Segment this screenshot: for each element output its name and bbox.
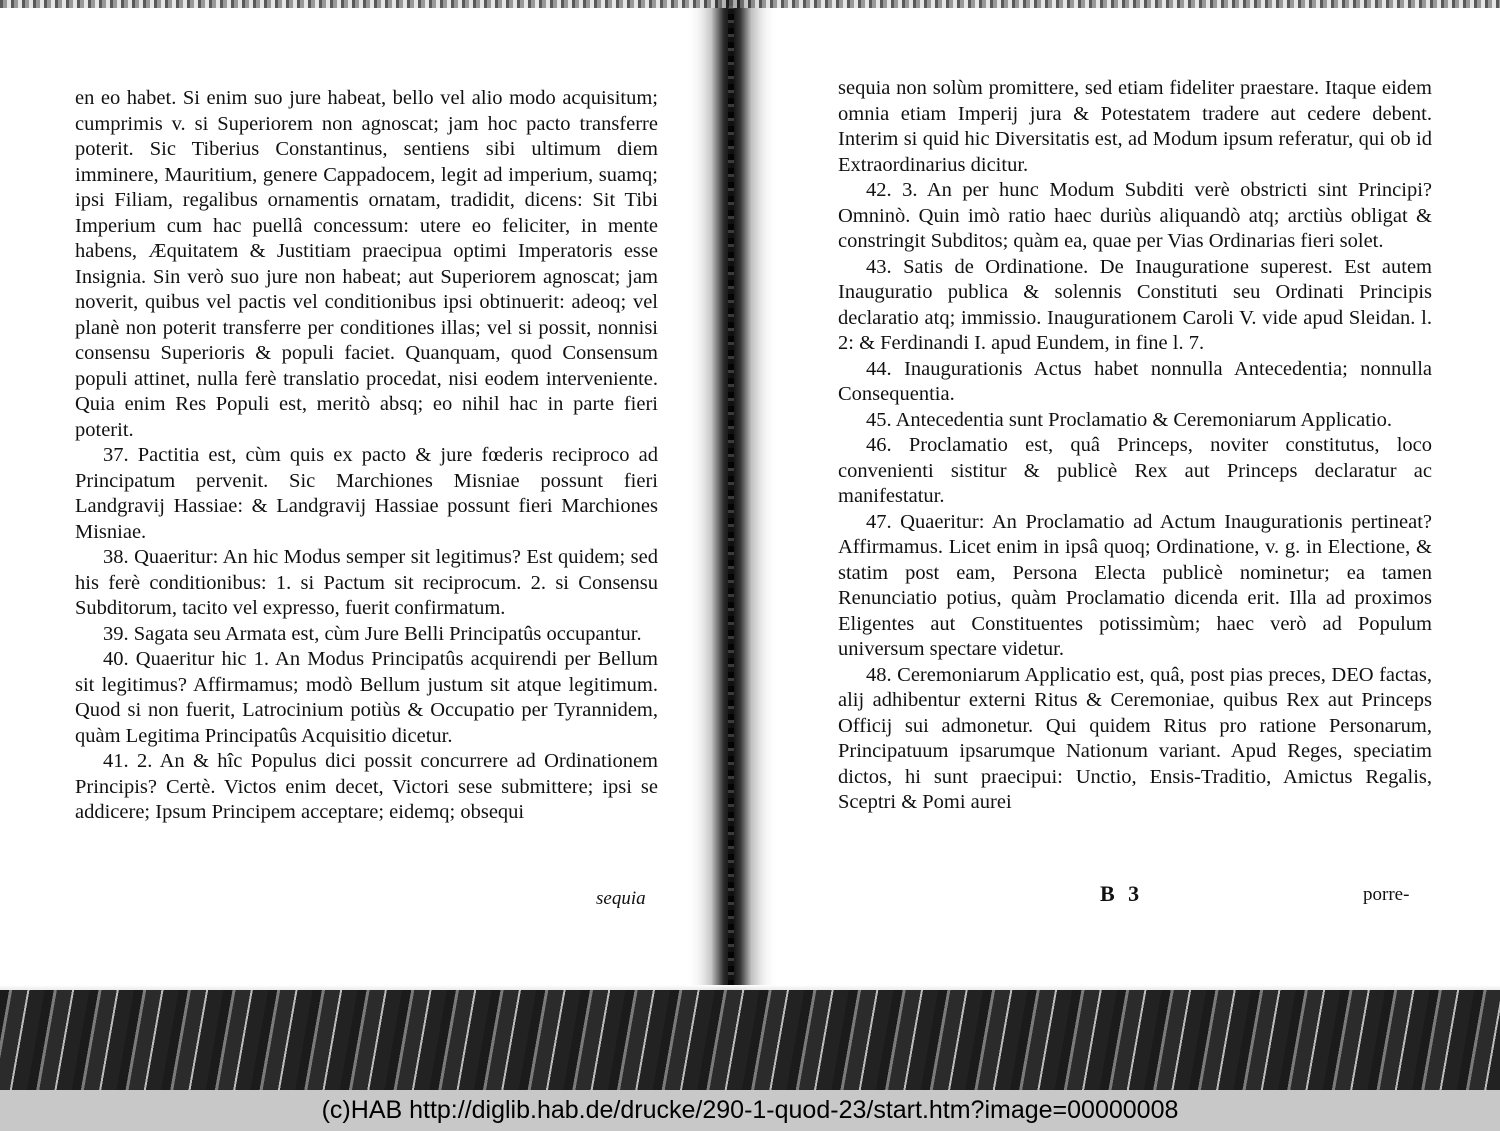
left-paragraph: 39. Sagata seu Armata est, cùm Jure Belli Principatûs occupantur.	[103, 622, 642, 645]
left-paragraph: en eo habet. Si enim suo jure habeat, bello vel alio modo acquisitum; cumprimis v. si Superiorem non agnoscat; jam hoc pacto transferre poterit. Sic Tiberius Constantinus, sentiens sibi ultimum diem imminere, Mauritium, genere Cappadocem, legit ad imperium, suamq; ipsi Filiam, regalibus ornamentis ornatam, tradidit, dicens: Sit Tibi Imperium cum hac puellâ concessum: utere eo feliciter, in mente habens, Æquitatem & Justitiam praecipua optimi Imperatoris esse Insignia. Sin verò suo jure non habeat; aut Superiorem agnoscat; jam noverit, quibus vel pactis vel conditionibus ipsi obtinuerit: adeoq; vel planè non poterit transferre per conditiones illas; vel si possit, nonnisi consensu Superioris & populi faciet. Quanquam, quod Consensum populi attinet, nulla ferè translatio procedat, nisi eodem interveniente. Quia enim Res Populi est, meritò absq; eo nihil hac in parte fieri poterit.	[75, 87, 658, 441]
right-paragraph: sequia non solùm promittere, sed etiam fideliter praestare. Itaque eidem omnia etiam Imperij jura & Potestatem tradere aut cedere debent. Interim si quid hic Diversitatis est, ad Modum ipsum referatur, qui ob id Extraordinarius dicitur.	[838, 77, 1432, 176]
right-catchword: porre-	[1363, 884, 1410, 905]
left-paragraph: 41. 2. An & hîc Populus dici possit concurrere ad Ordinationem Principis? Certè. Victos enim decet, Victori sese submittere; ipsi se addicere; Ipsum Principem acceptare; eidemq; obsequi	[75, 750, 658, 823]
scanner-bed	[0, 990, 1500, 1090]
right-paragraph: 47. Quaeritur: An Proclamatio ad Actum Inaugurationis pertineat? Affirmamus. Licet enim in ipsâ quoq; Ordinatione, v. g. in Electione, & statim post eam, Persona Electa publicè nominetur; ea tamen Renunciatio potius, quàm Proclamatio dicenda erit. Illa ad proximos Eligentes aut Constituentes potissimùm; haec verò ad Populum universum spectare videtur.	[838, 510, 1432, 660]
right-page-text	[838, 76, 1432, 816]
right-paragraph: 43. Satis de Ordinatione. De Inauguratione superest. Est autem Inauguratio publica & solennis Constituti seu Ordinati Principis declaratio atq; immissio. Inaugurationem Caroli V. vide apud Sleidan. l. 2: & Ferdinandi I. apud Eundem, in fine l. 7.	[838, 255, 1432, 354]
right-paragraph: 44. Inaugurationis Actus habet nonnulla Antecedentia; nonnulla Consequentia.	[838, 357, 1432, 405]
right-paragraph: 45. Antecedentia sunt Proclamatio & Ceremoniarum Applicatio.	[866, 408, 1393, 431]
left-page-text	[75, 86, 658, 826]
signature-mark: B 3	[1100, 881, 1144, 906]
right-paragraph: 46. Proclamatio est, quâ Princeps, noviter constitutus, loco convenienti sistitur & publicè Rex aut Princeps declaratur ac manifestatur.	[838, 434, 1432, 507]
right-paragraph: 42. 3. An per hunc Modum Subditi verè obstricti sint Principi? Omninò. Quin imò ratio haec duriùs aliquandò atq; arctiùs obligat & constringit Subditos; quàm ea, quae per Vias Ordinarias fieri solet.	[838, 179, 1432, 252]
left-paragraph: 37. Pactitia est, cùm quis ex pacto & jure fœderis reciproco ad Principatum pervenit. Sic Marchiones Misniae possunt fieri Landgravij Hassiae: & Landgravij Hassiae possunt fieri Marchiones Misniae.	[75, 444, 658, 543]
gutter-stitching	[728, 0, 734, 1020]
left-paragraph: 40. Quaeritur hic 1. An Modus Principatûs acquirendi per Bellum sit legitimus? Affirmamus; modò Bellum justum sit atque legitimum. Quod si non fuerit, Latrocinium potiùs & Occupatio per Tyrannidem, quàm Legitima Principatûs Acquisitio dicetur.	[75, 648, 658, 747]
top-edge	[0, 0, 1500, 8]
left-catchword: sequia	[596, 888, 646, 909]
copyright-footer: (c)HAB http://diglib.hab.de/drucke/290-1-quod-23/start.htm?image=00000008	[0, 1090, 1500, 1131]
left-paragraph: 38. Quaeritur: An hic Modus semper sit legitimus? Est quidem; sed his ferè conditionibus: 1. si Pactum sit reciprocum. 2. si Consensu Subditorum, tacito vel expresso, fuerit confirmatum.	[75, 546, 658, 619]
right-paragraph: 48. Ceremoniarum Applicatio est, quâ, post pias preces, DEO factas, alij adhibentur externi Ritus & Ceremoniae, quibus Rex aut Princeps Officij sui admonetur. Qui quidem Ritus pro ratione Personarum, Principatuum ipsarumque Nationum variant. Apud Reges, speciatim dictos, hi sunt praecipui: Unctio, Ensis-Traditio, Amictus Regalis, Sceptri & Pomi aurei	[838, 663, 1432, 813]
